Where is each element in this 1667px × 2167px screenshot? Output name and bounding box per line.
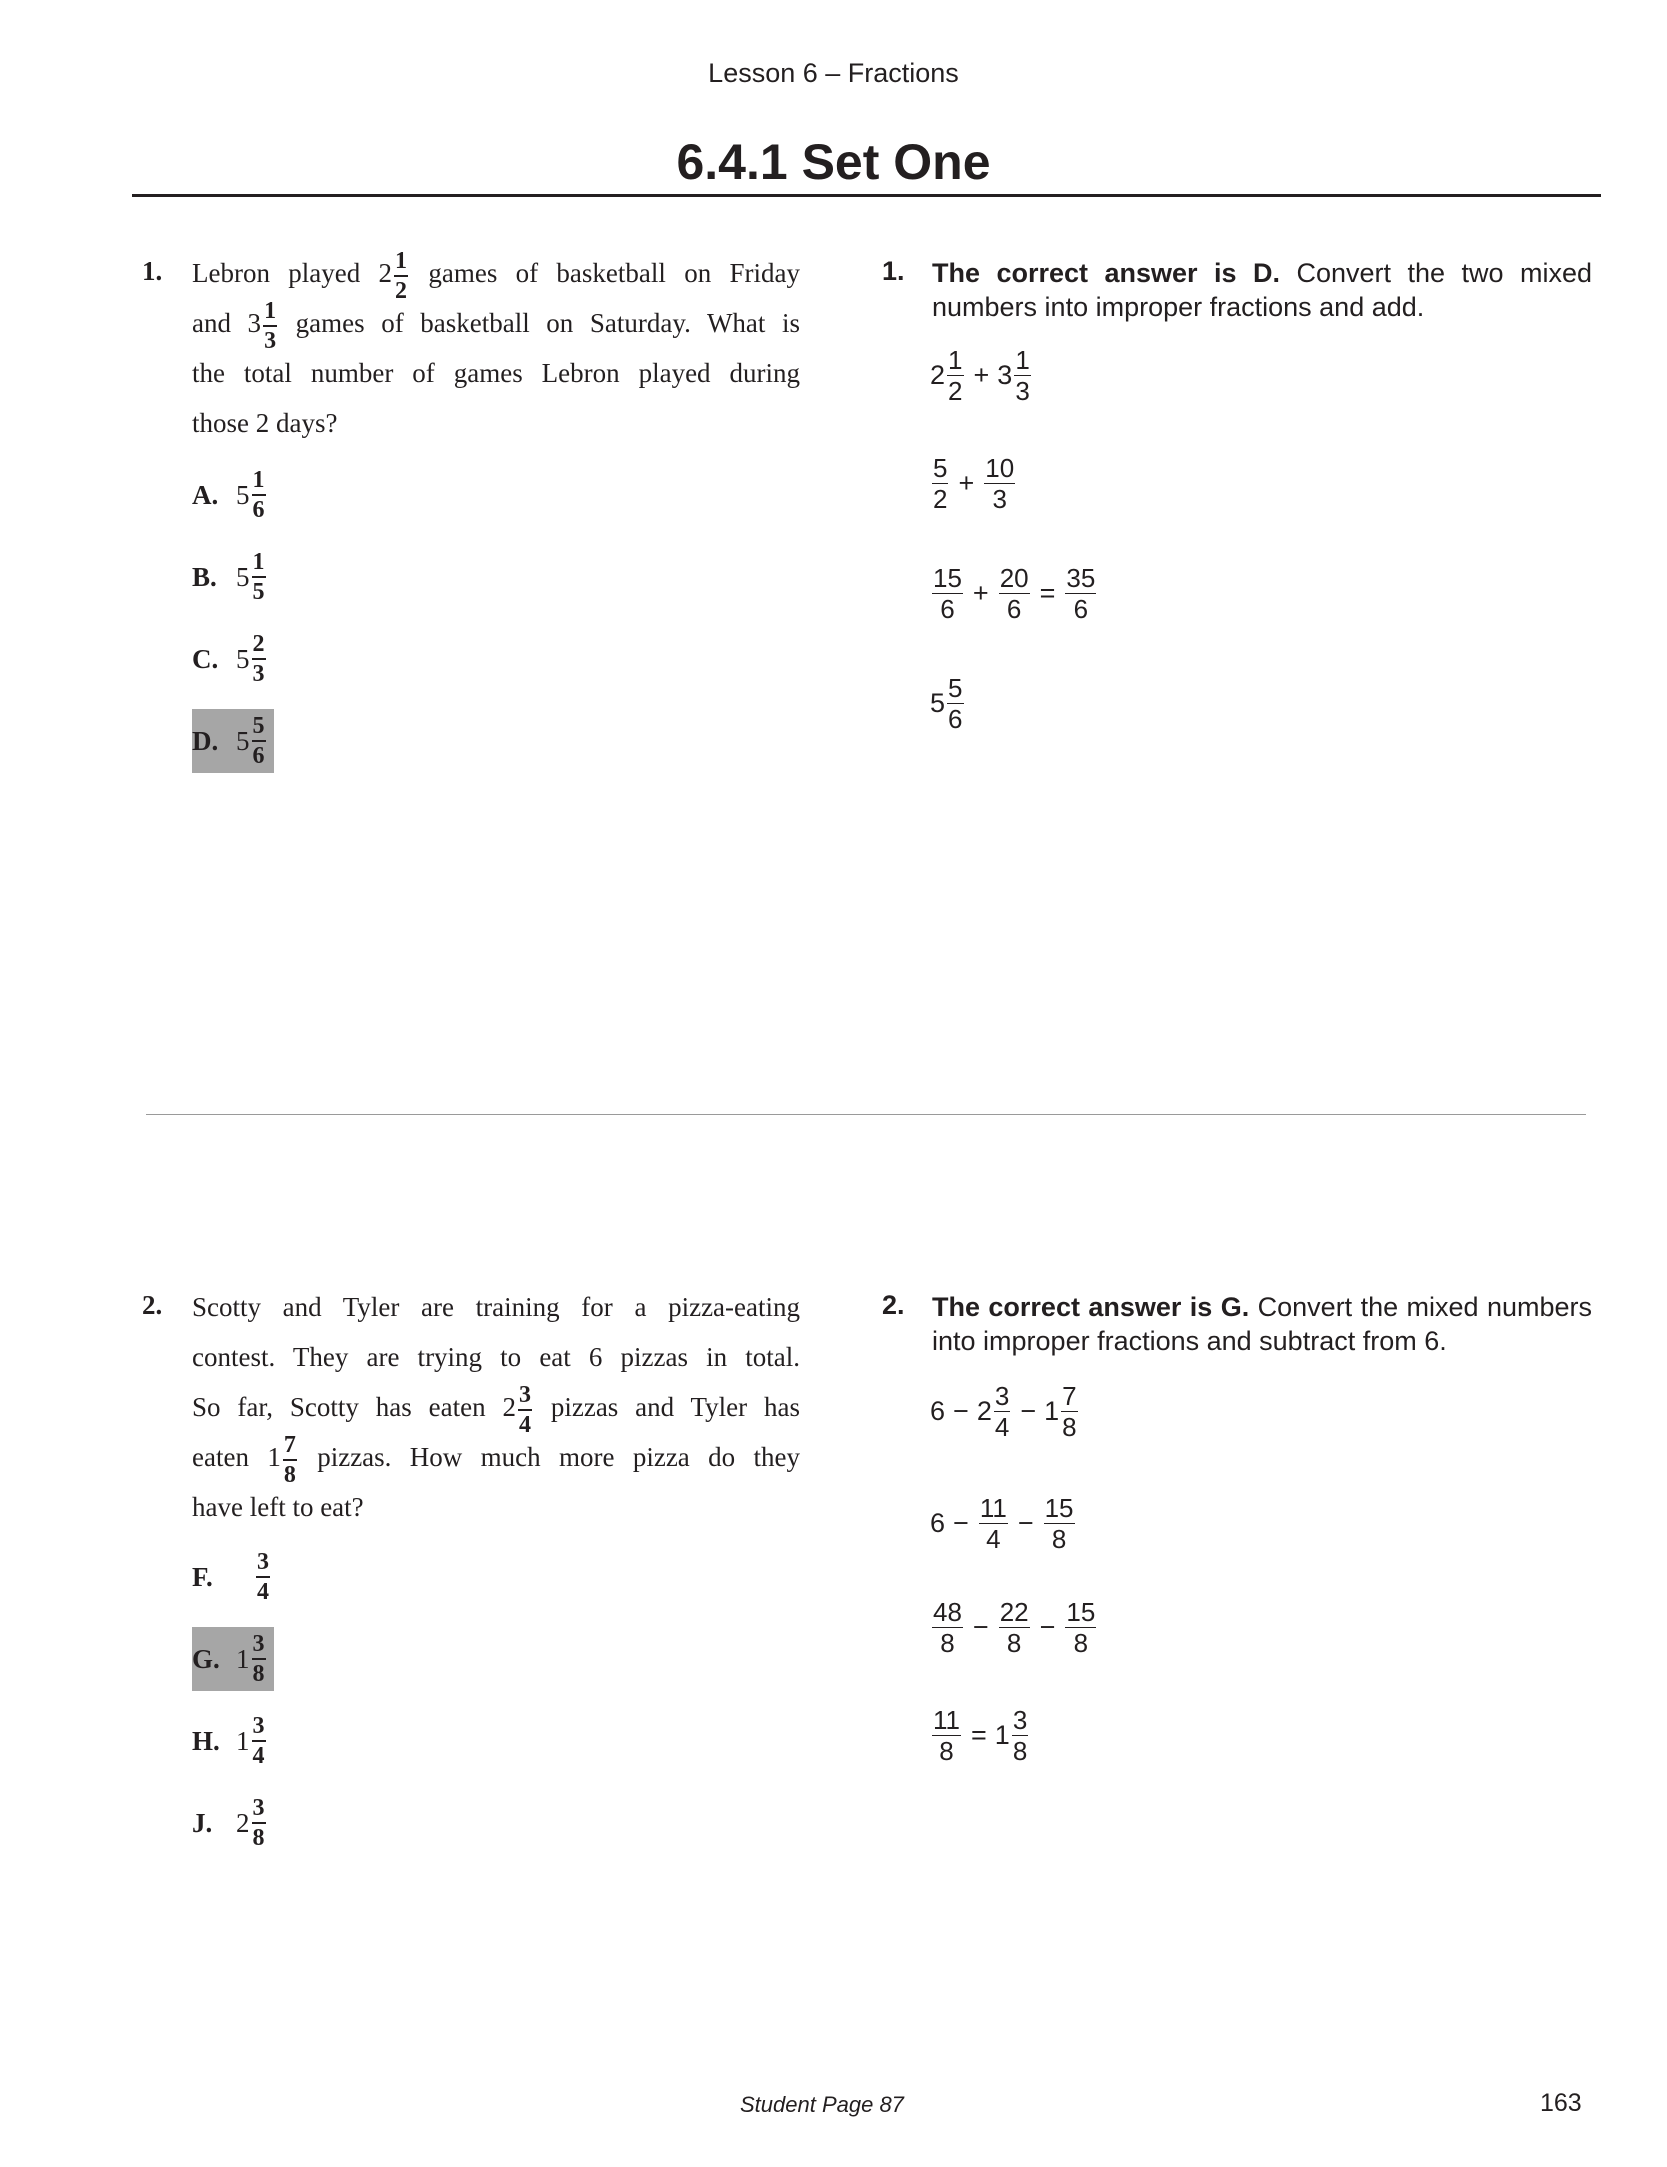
footer-student-page: Student Page 87 <box>740 2092 904 2117</box>
choice-c[interactable]: C. 5 $\frac{2}{3}$ <box>192 631 265 687</box>
fraction: $\frac{7}{8}$ <box>283 1431 296 1488</box>
question-1-text: Lebron played 2 $\frac{1}{2}$ games of basketball on Friday and 3 $\frac{1}{3}$ games of basketball on Saturday. What is the total number of games Lebron played during those 2 days? <box>192 247 800 438</box>
fraction: $\frac{3}{4}$ <box>518 1381 531 1438</box>
question-2-number: 2. <box>142 1290 163 1320</box>
answer-1-step-1: 2 $\frac{1}{2}$ + 3 $\frac{1}{3}$ <box>930 344 1030 406</box>
choice-a[interactable]: A. 5 $\frac{1}{6}$ <box>192 467 265 523</box>
answer-2-step-2: 6 − $\frac{11}{4}$ − $\frac{15}{8}$ <box>930 1492 1074 1554</box>
lesson-header: Lesson 6 – Fractions <box>708 58 959 88</box>
choice-f[interactable]: F. $\frac{3}{4}$ <box>192 1549 269 1605</box>
choice-b[interactable]: B. 5 $\frac{1}{5}$ <box>192 549 265 605</box>
question-1-choices <box>192 454 492 782</box>
section-divider <box>146 1114 1586 1115</box>
question-2-text: Scotty and Tyler are training for a pizza-eating contest. They are trying to eat 6 pizzas in total. So far, Scotty has eaten 2 $\frac{3}{4}$ pizzas and Tyler has eaten 1 $\frac{7}{8}$ pizzas. How much more pizza do they have left to eat? <box>192 1292 801 1522</box>
answer-1-number: 1. <box>882 256 905 286</box>
answer-1-step-4: 5 $\frac{5}{6}$ <box>930 672 963 734</box>
fraction: $\frac{1}{2}$ <box>395 247 408 304</box>
answer-2-number: 2. <box>882 1290 905 1320</box>
question-2-choices <box>192 1536 492 1864</box>
title-rule <box>132 194 1601 197</box>
choice-h[interactable]: H. 1 $\frac{3}{4}$ <box>192 1713 265 1769</box>
answer-1-step-3: $\frac{15}{6}$ + $\frac{20}{6}$ = $\frac{35}{6}$ <box>933 562 1096 624</box>
page-title: 6.4.1 Set One <box>676 134 991 190</box>
fraction: $\frac{1}{3}$ <box>264 297 277 354</box>
answer-2-step-1: 6 − 2 $\frac{3}{4}$ − 1 $\frac{7}{8}$ <box>930 1380 1077 1442</box>
answer-1-explanation: The correct answer is D. Convert the two mixed numbers into improper fractions and add. <box>932 258 1592 322</box>
choice-j[interactable]: J. 2 $\frac{3}{8}$ <box>192 1795 265 1851</box>
answer-2-step-3: $\frac{48}{8}$ − $\frac{22}{8}$ − $\frac{15}{8}$ <box>933 1596 1096 1658</box>
choice-d-selected[interactable]: D. 5 $\frac{5}{6}$ <box>192 709 274 773</box>
answer-2-step-4: $\frac{11}{8}$ = 1 $\frac{3}{8}$ <box>933 1704 1028 1766</box>
answer-1-step-2: $\frac{5}{2}$ + $\frac{10}{3}$ <box>933 452 1015 514</box>
page-number: 163 <box>1540 2089 1582 2117</box>
answer-2-explanation: The correct answer is G. Convert the mixed numbers into improper fractions and subtract from 6. <box>932 1292 1592 1356</box>
question-1-number: 1. <box>142 256 163 286</box>
choice-g-selected[interactable]: G. 1 $\frac{3}{8}$ <box>192 1627 274 1691</box>
